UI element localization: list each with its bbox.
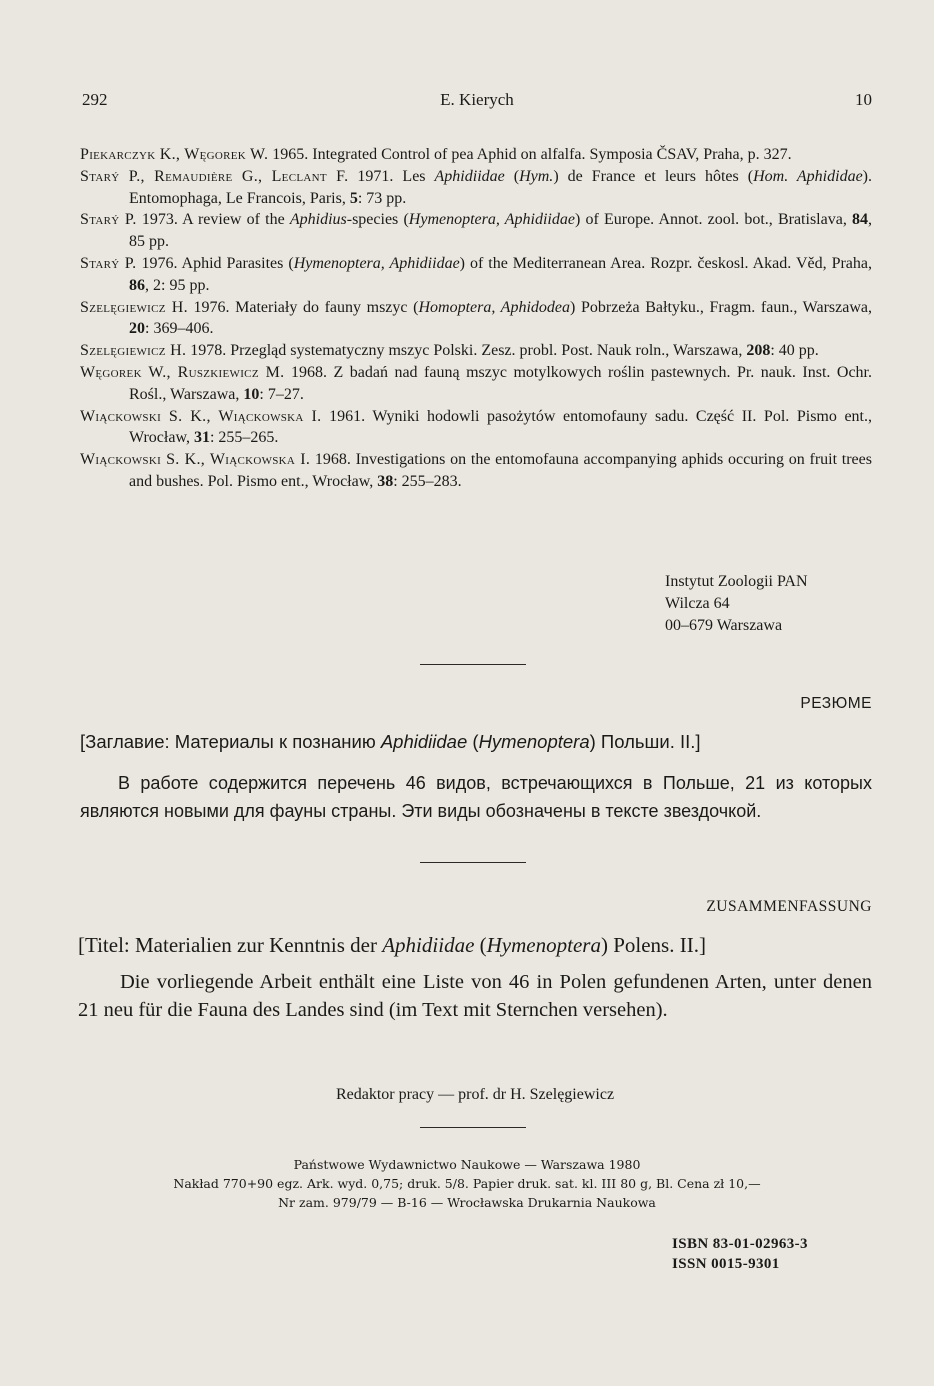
reference-entry [80,362,872,406]
reference-authors: Starý P., Remaudière G., Leclant F. [80,167,349,185]
summary-body: Die vorliegende Arbeit enthält eine Liste von 46 in Polen gefundenen Arten, unter denen 21 neu für die Fauna des Landes sind (im Text mit Sternchen versehen). [78,971,872,1021]
section-divider [420,1127,526,1128]
reference-entry [80,406,872,450]
reference-entry [80,144,872,166]
resume-heading: РЕЗЮМЕ [800,695,872,712]
reference-volume: 208 [746,342,771,360]
summary-title-text: ) Polens. II.] [600,933,706,957]
reference-text: , 85 pp. [129,211,872,251]
reference-text: ) Pobrzeża Bałtyku., Fragm. faun., Warszawa, [570,298,873,316]
reference-volume: 86 [129,276,145,294]
reference-text: 1978. Przegląd systematyczny mszyc Polski. Zesz. probl. Post. Nauk roln., Warszawa, [186,342,747,360]
reference-entry [80,297,872,341]
resume-title-order: Hymenoptera [478,731,590,752]
reference-text: 1976. Aphid Parasites ( [136,254,294,272]
reference-volume: 84 [851,211,868,229]
issue-number: 10 [855,90,872,109]
section-divider [420,664,526,665]
reference-text: 1971. Les [348,167,435,185]
summary-title-text: ( [474,933,487,957]
address-institute: Instytut Zoologii PAN [665,573,808,590]
reference-text: ) of the Mediterranean Area. Rozpr. českosl. Akad. Věd, Praha, [459,254,872,272]
running-header [82,90,872,116]
reference-text: ( [504,167,520,185]
reference-volume: 10 [243,385,260,403]
reference-text: 1965. Integrated Control of pea Aphid on alfalfa. Symposia ČSAV, Praha, p. 327. [268,146,792,163]
reference-entry [80,209,872,253]
reference-text: : 73 pp. [357,189,407,207]
reference-entry [80,449,872,493]
page-number: 292 [82,90,108,109]
reference-italic: Homoptera, Aphidodea [418,298,571,316]
reference-text: , 2: 95 pp. [145,276,210,294]
reference-text: : 255–265. [209,429,279,447]
reference-list [80,144,872,493]
reference-authors: Starý P. [80,211,137,229]
reference-text: : 7–27. [259,385,304,403]
resume-title-text: [Заглавие: Материалы к познанию [80,731,381,752]
resume-body: В работе содержится перечень 46 видов, встречающихся в Польше, 21 из которых являются новыми для фауны страны. Эти виды обозначены в тексте звездочкой. [80,773,872,821]
author-address [665,571,808,637]
reference-text: 1976. Materiały do fauny mszyc ( [187,298,419,316]
reference-italic: Hymenoptera, Aphidiidae [408,211,575,229]
reference-italic: Hymenoptera, Aphidiidae [293,254,460,272]
issn: ISSN 0015-9301 [672,1256,780,1272]
reference-authors: Szelęgiewicz H. [80,298,188,316]
resume-title-taxon: Aphidiidae [380,731,468,752]
section-divider [420,862,526,863]
summary-heading: ZUSAMMENFASSUNG [706,898,872,915]
reference-text: 1961. Wyniki hodowli pasożytów entomofauny sadu. Część II. Pol. Pismo ent., Wrocław, [129,407,872,447]
reference-text: ) de France et leurs hôtes ( [553,167,754,185]
resume-title-text: ( [467,731,479,752]
reference-text: 1968. Z badań nad fauną mszyc motylkowych roślin pastewnych. Pr. nauk. Inst. Ochr. Rośl., Warszawa, [129,363,872,403]
reference-text: : 369–406. [145,320,214,338]
summary-title [78,933,872,958]
editor-line: Redaktor pracy — prof. dr H. Szelęgiewicz [335,1086,615,1103]
reference-entry [80,166,872,210]
reference-volume: 5 [349,189,358,207]
reference-italic: Aphidius [289,211,347,229]
reference-authors: Wiąckowski S. K., Wiąckowska I. [80,407,322,425]
reference-italic: Aphidiidae [434,167,505,185]
imprint [0,1155,934,1212]
reference-authors: Starý P. [80,254,137,272]
reference-text: : 255–283. [393,472,462,490]
reference-volume: 31 [193,429,210,447]
reference-volume: 20 [129,320,145,338]
summary-title-text: [Titel: Materialien zur Kenntnis der [78,933,383,957]
reference-authors: Szelęgiewicz H. [80,342,187,360]
summary-title-taxon: Aphidiidae [382,933,475,957]
reference-entry [80,340,872,362]
reference-text: : 40 pp. [770,342,819,360]
address-city: 00–679 Warszawa [665,617,783,634]
imprint-printer: Nr zam. 979/79 — B-16 — Wrocławska Drukarnia Naukowa [278,1195,656,1210]
reference-text: ). Entomophaga, Le Francois, Paris, [129,167,872,207]
identifiers [672,1234,808,1274]
running-author: E. Kierych [440,90,514,109]
isbn: ISBN 83-01-02963-3 [672,1236,808,1252]
reference-text: 1973. A review of the [136,211,290,229]
imprint-publisher: Państwowe Wydawnictwo Naukowe — Warszawa 1980 [293,1157,641,1172]
reference-text: 1968. Investigations on the entomofauna accompanying aphids occuring on fruit trees and bushes. Pol. Pismo ent., Wrocław, [129,451,872,490]
resume-title-text: ) Польши. II.] [589,731,701,752]
reference-entry [80,253,872,297]
reference-italic: Hym. [519,167,554,185]
reference-authors: Węgorek W., Ruszkiewicz M. [80,363,285,381]
reference-italic: Hom. Aphididae [753,167,863,185]
address-street: Wilcza 64 [665,595,730,612]
reference-text: ) of Europe. Annot. zool. bot., Bratislava, [574,211,852,229]
reference-text: -species ( [346,211,409,229]
reference-authors: Wiąckowski S. K., Wiąckowska I. [80,451,311,469]
reference-volume: 38 [377,472,394,490]
summary-title-order: Hymenoptera [486,933,601,957]
resume-title [80,731,872,753]
reference-authors: Piekarczyk K., Węgorek W. [80,146,269,163]
imprint-print-run: Nakład 770+90 egz. Ark. wyd. 0,75; druk. 5/8. Papier druk. sat. kl. III 80 g, Bl. Cena zł 10,— [173,1176,761,1191]
